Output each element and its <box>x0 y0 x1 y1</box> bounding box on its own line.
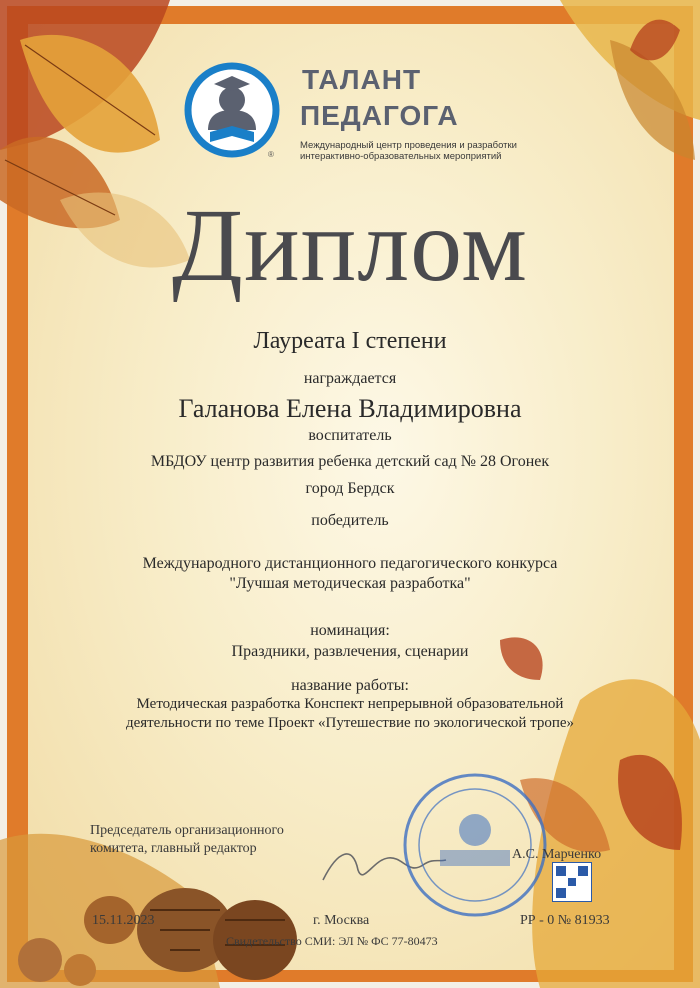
work-title-line1: Методическая разработка Конспект непрерывной образовательной <box>136 696 564 712</box>
work-label: название работы: <box>291 677 409 694</box>
awarded-label: награждается <box>303 370 397 387</box>
organization: МБДОУ центр развития ребенка детский сад № 28 Огонек <box>150 453 550 470</box>
issue-city: г. Москва <box>313 913 370 928</box>
logo-title-line1: ТАЛАНТ <box>302 64 422 95</box>
qr-code <box>552 862 592 902</box>
logo-subtitle: Международный центр проведения и разработки интерактивно-образовательных мероприятий <box>300 140 517 162</box>
nomination: Праздники, развлечения, сценарии <box>231 643 469 660</box>
issue-date: 15.11.2023 <box>92 913 155 928</box>
logo-registered-mark: ® <box>268 150 274 159</box>
organization-stamp <box>400 770 550 920</box>
talant-pedagoga-logo-icon <box>184 60 280 160</box>
chairman-line2: комитета, главный редактор <box>90 841 257 856</box>
degree: Лауреата I степени <box>253 328 447 354</box>
contest-name: "Лучшая методическая разработка" <box>229 575 471 592</box>
chairman-line1: Председатель организационного <box>90 823 284 838</box>
diploma-title: Диплом <box>172 188 528 303</box>
registration-number: РР - 0 № 81933 <box>520 913 610 928</box>
recipient-position: воспитатель <box>308 427 392 444</box>
status: победитель <box>311 512 389 529</box>
city: город Бердск <box>305 480 395 497</box>
media-certificate: Свидетельство СМИ: ЭЛ № ФС 77-80473 <box>226 934 438 948</box>
contest: Международного дистанционного педагогического конкурса <box>142 555 558 572</box>
work-title-line2: деятельности по теме Проект «Путешествие по экологической тропе» <box>125 715 575 731</box>
signer-name: А.С. Марченко <box>512 847 602 862</box>
nomination-label: номинация: <box>310 622 390 639</box>
recipient-name: Галанова Елена Владимировна <box>178 394 522 423</box>
logo-title-line2: ПЕДАГОГА <box>300 100 459 131</box>
